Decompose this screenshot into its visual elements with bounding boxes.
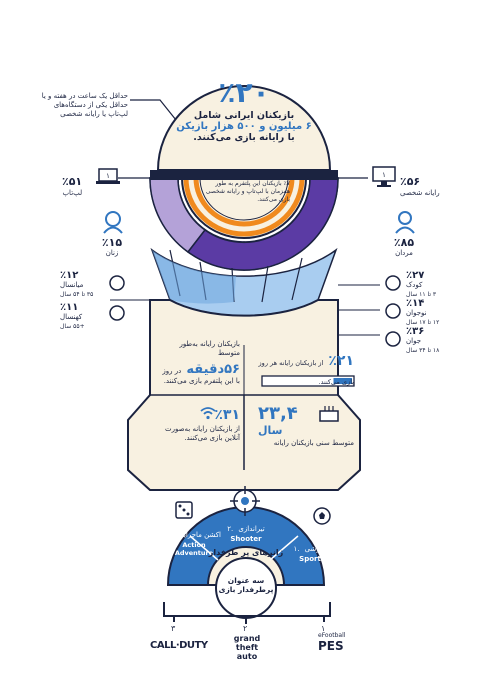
daily-text: از بازیکنان رایانه هر روز بازی می‌کنند. bbox=[258, 359, 354, 386]
child-icon bbox=[384, 274, 402, 294]
cake-icon bbox=[318, 404, 340, 422]
pc-stat bbox=[400, 170, 440, 198]
men-label: مردان bbox=[395, 249, 413, 257]
age-middle-stat bbox=[60, 270, 140, 299]
women-stat bbox=[92, 236, 132, 258]
man-icon bbox=[394, 210, 416, 234]
laptop-stat bbox=[62, 170, 82, 198]
age-young-stat bbox=[406, 326, 466, 355]
headline-block bbox=[170, 78, 318, 143]
laptop-icon bbox=[96, 168, 120, 186]
young-icon bbox=[384, 330, 402, 350]
age-child-stat bbox=[406, 270, 466, 299]
time-block bbox=[156, 340, 240, 386]
age-range: +۵۵ سال bbox=[60, 323, 85, 330]
genre-sport bbox=[286, 536, 334, 563]
online-percent: ٪۳۱ bbox=[214, 407, 240, 423]
headline-line3: با رایانه بازی می‌کنند. bbox=[193, 132, 295, 143]
age-label: کودک bbox=[406, 281, 423, 289]
genre-en: Action Adventure bbox=[174, 541, 214, 557]
pes-logo bbox=[318, 632, 358, 653]
title-num-1: ۱ bbox=[321, 624, 326, 633]
headline-line2: ۶ میلیون و ۵۰۰ هزار بازیکن bbox=[176, 121, 312, 132]
teen-icon bbox=[384, 302, 402, 322]
headline-line1: بازیکنان ایرانی شامل bbox=[193, 110, 295, 121]
pc-percent: ٪۵۶ bbox=[400, 175, 421, 188]
pes-sub: eFootball bbox=[318, 632, 346, 639]
age-pct: ٪۲۷ bbox=[406, 270, 425, 281]
age-avg-value: ۲۳,۴ bbox=[258, 403, 298, 424]
genre-fa: ورزشی bbox=[304, 545, 327, 553]
daily-percent: ٪۲۱ bbox=[328, 353, 354, 369]
pes-name: PES bbox=[318, 639, 344, 653]
genre-fa: اکشن ماجرایی bbox=[178, 531, 221, 539]
soccer-ball-icon bbox=[312, 506, 332, 526]
genre-en: Shooter bbox=[230, 535, 262, 543]
genre-fa: تیراندازی bbox=[238, 525, 265, 533]
title-num-2: ۲ bbox=[243, 624, 248, 633]
age-range: ۳۵ تا ۵۴ سال bbox=[60, 291, 94, 298]
genre-en: Sport bbox=[299, 555, 321, 563]
time-value: ۵۶دقیقه bbox=[186, 362, 240, 377]
age-pct: ٪۱۴ bbox=[406, 298, 425, 309]
svg-text:۱: ۱ bbox=[382, 171, 386, 179]
both-devices-note: ٪۷ بازیکنان این پلتفرم به طور همزمان با لپ‌تاپ و رایانه شخصی بازی می‌کنند. bbox=[205, 180, 290, 203]
titles-heading: سه عنوان پرطرفدار بازی bbox=[218, 576, 274, 594]
headline-percent: ٪۲۰ bbox=[218, 76, 270, 109]
age-range: ۳ تا ۱۱ سال bbox=[406, 291, 437, 298]
woman-icon bbox=[102, 210, 124, 234]
genre-num: ۲. bbox=[227, 525, 234, 533]
men-percent: ٪۸۵ bbox=[393, 236, 415, 249]
online-text: از بازیکنان رایانه به‌صورت آنلاین بازی می‌کنند. bbox=[164, 425, 240, 442]
age-pct: ٪۳۶ bbox=[406, 326, 425, 337]
person-icon bbox=[108, 304, 126, 324]
time-line1: بازیکنان رایانه به‌طور متوسط bbox=[179, 340, 240, 357]
crosshair-icon bbox=[230, 486, 260, 516]
laptop-label: لپ‌تاپ bbox=[62, 189, 83, 197]
side-note: حداقل یک ساعت در هفته و یا حداقل یکی از دستگاه‌های لپ‌تاپ یا رایانه شخصی bbox=[41, 92, 128, 118]
age-pct: ٪۱۱ bbox=[60, 302, 79, 313]
genres-title: ژانرهای پر طرفدار bbox=[208, 548, 284, 557]
age-pct: ٪۱۲ bbox=[60, 270, 79, 281]
desktop-icon bbox=[372, 166, 396, 188]
call-of-duty-logo: CALL·DUTY bbox=[150, 640, 208, 651]
gta-logo: grand theft auto bbox=[233, 634, 261, 661]
title-num-3: ۳ bbox=[171, 624, 176, 633]
svg-text:۱: ۱ bbox=[106, 172, 110, 180]
dice-icon bbox=[174, 500, 194, 520]
time-line2: در روز bbox=[162, 367, 182, 375]
online-block bbox=[158, 404, 240, 443]
age-avg-label: متوسط سنی بازیکنان رایانه bbox=[273, 439, 354, 447]
genre-num: ۳. bbox=[167, 531, 174, 539]
person-icon bbox=[108, 274, 126, 294]
pc-label: رایانه شخصی bbox=[400, 189, 440, 197]
age-teen-stat bbox=[406, 298, 466, 327]
genre-num: ۱. bbox=[293, 545, 300, 553]
age-elder-stat bbox=[60, 302, 140, 331]
wifi-icon bbox=[200, 406, 216, 420]
age-avg-unit: سال bbox=[258, 424, 283, 437]
age-label: نوجوان bbox=[406, 309, 427, 317]
age-label: کهنسال bbox=[60, 313, 83, 321]
men-stat bbox=[384, 236, 424, 258]
time-line3: با این پلتفرم بازی می‌کنند. bbox=[163, 377, 240, 385]
women-percent: ٪۱۵ bbox=[101, 236, 123, 249]
age-range: ۱۲ تا ۱۷ سال bbox=[406, 319, 440, 326]
laptop-percent: ٪۵۱ bbox=[62, 175, 83, 188]
age-range: ۱۸ تا ۳۴ سال bbox=[406, 347, 440, 354]
genre-shooter bbox=[216, 516, 276, 543]
daily-block bbox=[250, 350, 354, 388]
age-label: جوان bbox=[406, 337, 422, 345]
age-label: میانسال bbox=[60, 281, 84, 289]
women-label: زنان bbox=[105, 249, 119, 257]
